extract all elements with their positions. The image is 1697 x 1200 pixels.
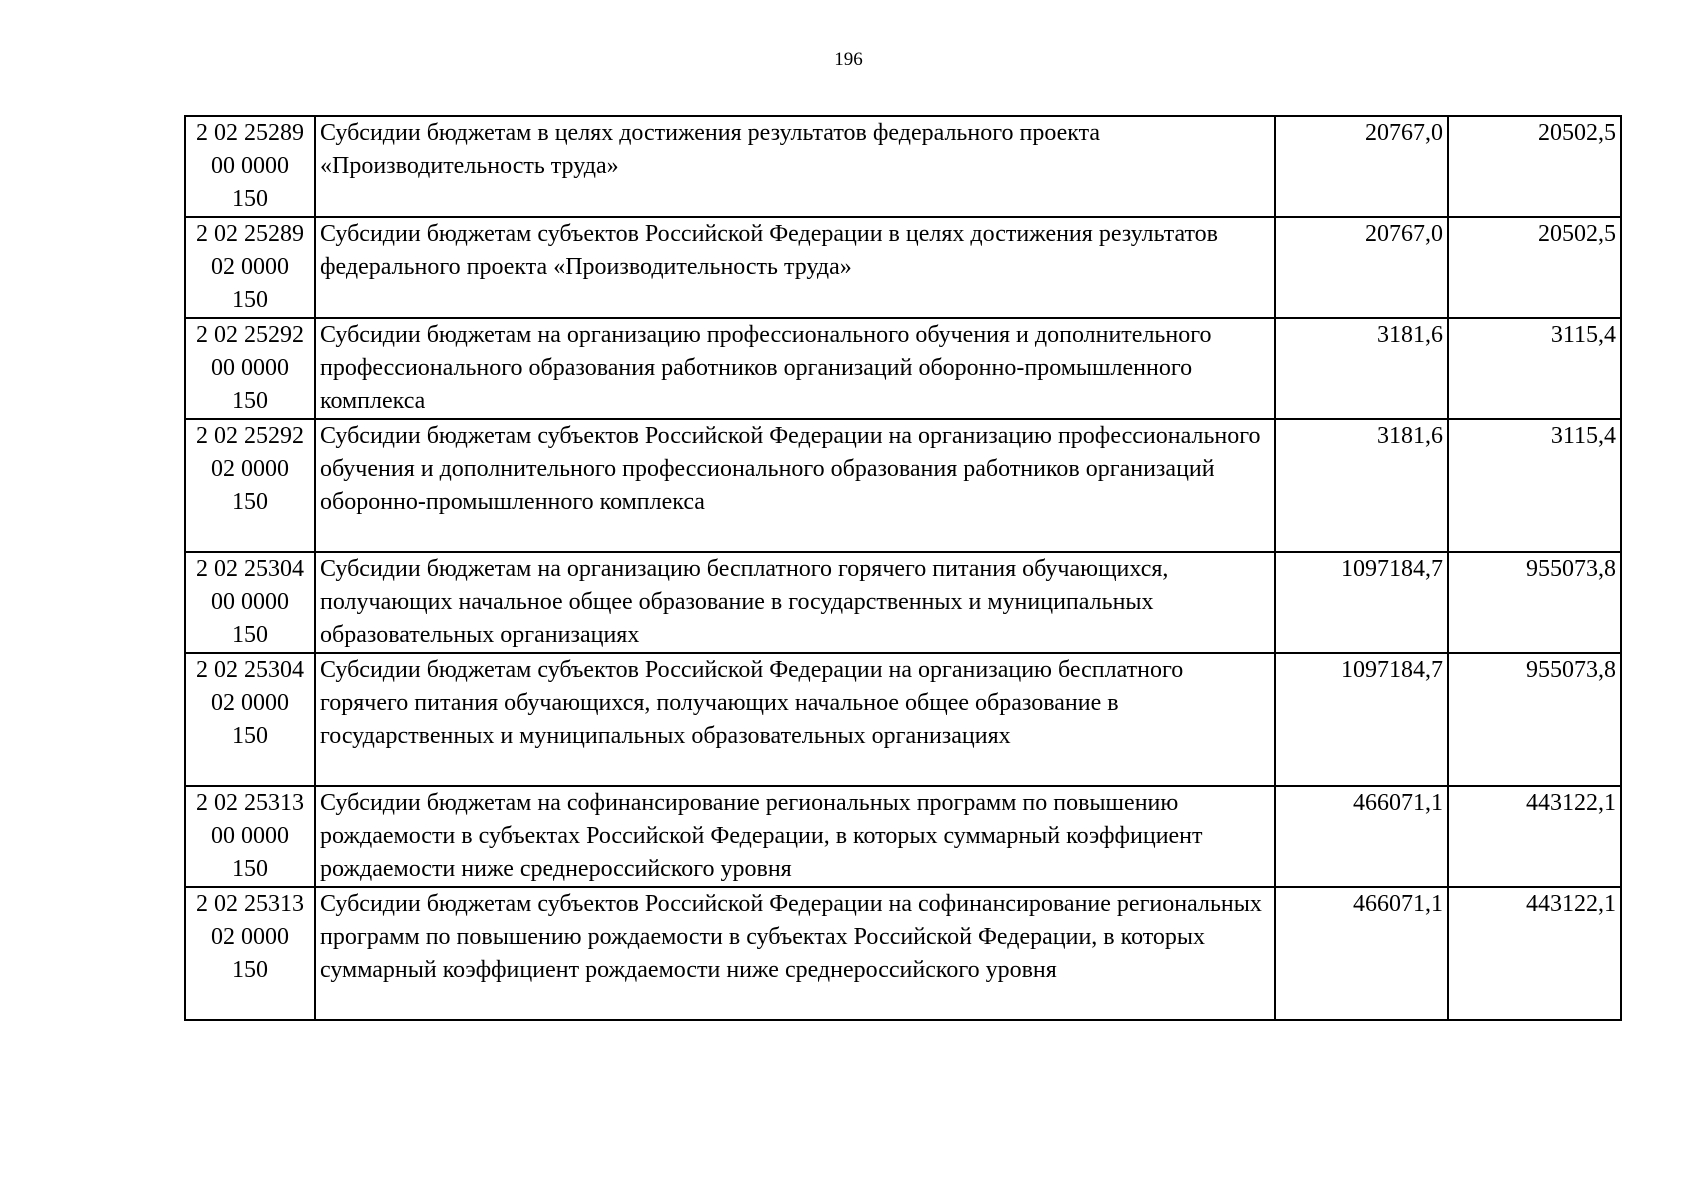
amount-cell-2: 3115,4 bbox=[1448, 419, 1621, 552]
table-row bbox=[185, 419, 1621, 552]
amount-cell-1: 466071,1 bbox=[1275, 887, 1448, 1020]
table-row bbox=[185, 217, 1621, 318]
amount-cell-1: 3181,6 bbox=[1275, 419, 1448, 552]
amount-cell-2: 955073,8 bbox=[1448, 552, 1621, 653]
amount-cell-2: 20502,5 bbox=[1448, 217, 1621, 318]
amount-cell-1: 1097184,7 bbox=[1275, 653, 1448, 786]
amount-cell-1: 20767,0 bbox=[1275, 116, 1448, 217]
amount-cell-2: 955073,8 bbox=[1448, 653, 1621, 786]
table-row bbox=[185, 552, 1621, 653]
income-name-cell: Субсидии бюджетам субъектов Российской Федерации на софинансирование региональных программ по повышению рождаемости в субъектах Российской Федерации, в которых суммарный коэффициент рождаемости ниже среднероссийского уровня bbox=[315, 887, 1275, 1020]
budget-code-cell: 2 02 25292 00 0000 150 bbox=[185, 318, 315, 419]
table-row bbox=[185, 887, 1621, 1020]
budget-code-cell: 2 02 25313 02 0000 150 bbox=[185, 887, 315, 1020]
amount-cell-2: 443122,1 bbox=[1448, 887, 1621, 1020]
income-name-cell: Субсидии бюджетам субъектов Российской Федерации в целях достижения результатов федерального проекта «Производительность труда» bbox=[315, 217, 1275, 318]
amount-cell-1: 466071,1 bbox=[1275, 786, 1448, 887]
page-number: 196 bbox=[834, 49, 863, 70]
budget-code-cell: 2 02 25292 02 0000 150 bbox=[185, 419, 315, 552]
amount-cell-1: 20767,0 bbox=[1275, 217, 1448, 318]
amount-cell-2: 20502,5 bbox=[1448, 116, 1621, 217]
amount-cell-2: 443122,1 bbox=[1448, 786, 1621, 887]
table-row bbox=[185, 653, 1621, 786]
amount-cell-2: 3115,4 bbox=[1448, 318, 1621, 419]
amount-cell-1: 3181,6 bbox=[1275, 318, 1448, 419]
income-name-cell: Субсидии бюджетам на организацию бесплатного горячего питания обучающихся, получающих начальное общее образование в государственных и муниципальных образовательных организациях bbox=[315, 552, 1275, 653]
budget-code-cell: 2 02 25289 00 0000 150 bbox=[185, 116, 315, 217]
table-row bbox=[185, 318, 1621, 419]
amount-cell-1: 1097184,7 bbox=[1275, 552, 1448, 653]
income-name-cell: Субсидии бюджетам на организацию профессионального обучения и дополнительного профессионального образования работников организаций оборонно-промышленного комплекса bbox=[315, 318, 1275, 419]
income-name-cell: Субсидии бюджетам субъектов Российской Федерации на организацию профессионального обучения и дополнительного профессионального образования работников организаций оборонно-промышленного комплекса bbox=[315, 419, 1275, 552]
budget-code-cell: 2 02 25289 02 0000 150 bbox=[185, 217, 315, 318]
income-name-cell: Субсидии бюджетам субъектов Российской Федерации на организацию бесплатного горячего питания обучающихся, получающих начальное общее образование в государственных и муниципальных образовательных организациях bbox=[315, 653, 1275, 786]
income-name-cell: Субсидии бюджетам в целях достижения результатов федерального проекта «Производительность труда» bbox=[315, 116, 1275, 217]
budget-code-cell: 2 02 25313 00 0000 150 bbox=[185, 786, 315, 887]
table-row bbox=[185, 116, 1621, 217]
budget-code-cell: 2 02 25304 02 0000 150 bbox=[185, 653, 315, 786]
budget-code-cell: 2 02 25304 00 0000 150 bbox=[185, 552, 315, 653]
budget-income-table bbox=[184, 115, 1622, 1021]
table-row bbox=[185, 786, 1621, 887]
income-name-cell: Субсидии бюджетам на софинансирование региональных программ по повышению рождаемости в субъектах Российской Федерации, в которых суммарный коэффициент рождаемости ниже среднероссийского уровня bbox=[315, 786, 1275, 887]
